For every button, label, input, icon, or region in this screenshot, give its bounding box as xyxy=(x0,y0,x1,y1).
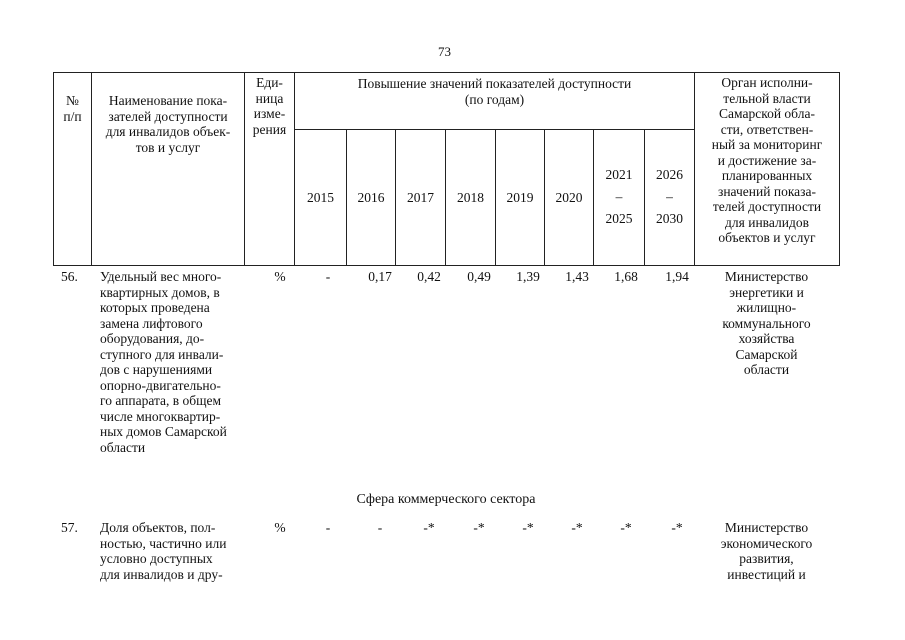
value-2020: 1,43 xyxy=(565,269,589,284)
header-year-2018: 2018 xyxy=(446,129,496,265)
responsible-authority: Министерство экономического развития, инвестиций и xyxy=(720,520,813,582)
value-2026-2030: 1,94 xyxy=(665,269,689,284)
responsible-authority: Министерство энергетики и жилищно- коммунального хозяйства Самарской области xyxy=(722,269,811,377)
value-2019: -* xyxy=(522,520,534,535)
header-year-2019: 2019 xyxy=(496,129,545,265)
indicator-name: Удельный вес много- квартирных домов, в которых проведена замена лифтового оборудования, до- ступного для инвали- дов с нарушениями опорно-двигательно- го аппарата, в общем числе многоквартир- ных домов Самарской области xyxy=(100,269,227,455)
value-2019: 1,39 xyxy=(516,269,540,284)
value-2017: 0,42 xyxy=(417,269,441,284)
value-2017: -* xyxy=(423,520,435,535)
row-number: 56. xyxy=(61,269,78,284)
table-body xyxy=(53,266,839,626)
value-2018: 0,49 xyxy=(467,269,491,284)
value-2021-2025: -* xyxy=(620,520,632,535)
header-unit: Еди- ница изме- рения xyxy=(245,73,295,266)
header-year-2016: 2016 xyxy=(347,129,396,265)
header-year-2017: 2017 xyxy=(396,129,446,265)
value-2026-2030: -* xyxy=(671,520,683,535)
unit: % xyxy=(274,269,286,284)
value-2016: - xyxy=(377,520,383,535)
header-indicator-name: Наименование пока- зателей доступности для инвалидов объек- тов и услуг xyxy=(92,73,245,266)
header-year-2021-2025: 2021 – 2025 xyxy=(594,129,645,265)
value-2020: -* xyxy=(571,520,583,535)
value-2016: 0,17 xyxy=(368,269,392,284)
header-year-2026-2030: 2026 – 2030 xyxy=(645,129,695,265)
value-2015: - xyxy=(325,520,331,535)
header-responsible-authority: Орган исполни- тельной власти Самарской обла- сти, ответствен- ный за мониторинг и достижение за- планированных значений показа- телей доступности для инвалидов объектов и услуг xyxy=(695,73,840,266)
indicator-name: Доля объектов, пол- ностью, частично или условно доступных для инвалидов и дру- xyxy=(100,520,227,582)
unit: % xyxy=(274,520,286,535)
section-title: Сфера коммерческого сектора xyxy=(356,492,536,507)
value-2021-2025: 1,68 xyxy=(614,269,638,284)
value-2018: -* xyxy=(473,520,485,535)
header-year-2015: 2015 xyxy=(295,129,347,265)
header-no: № п/п xyxy=(54,73,92,266)
page-number: 73 xyxy=(438,44,451,59)
value-2015: - xyxy=(325,269,331,284)
header-increase-by-years: Повышение значений показателей доступности (по годам) xyxy=(295,73,695,130)
header-year-2020: 2020 xyxy=(545,129,594,265)
row-number: 57. xyxy=(61,520,78,535)
header-table xyxy=(53,72,840,266)
